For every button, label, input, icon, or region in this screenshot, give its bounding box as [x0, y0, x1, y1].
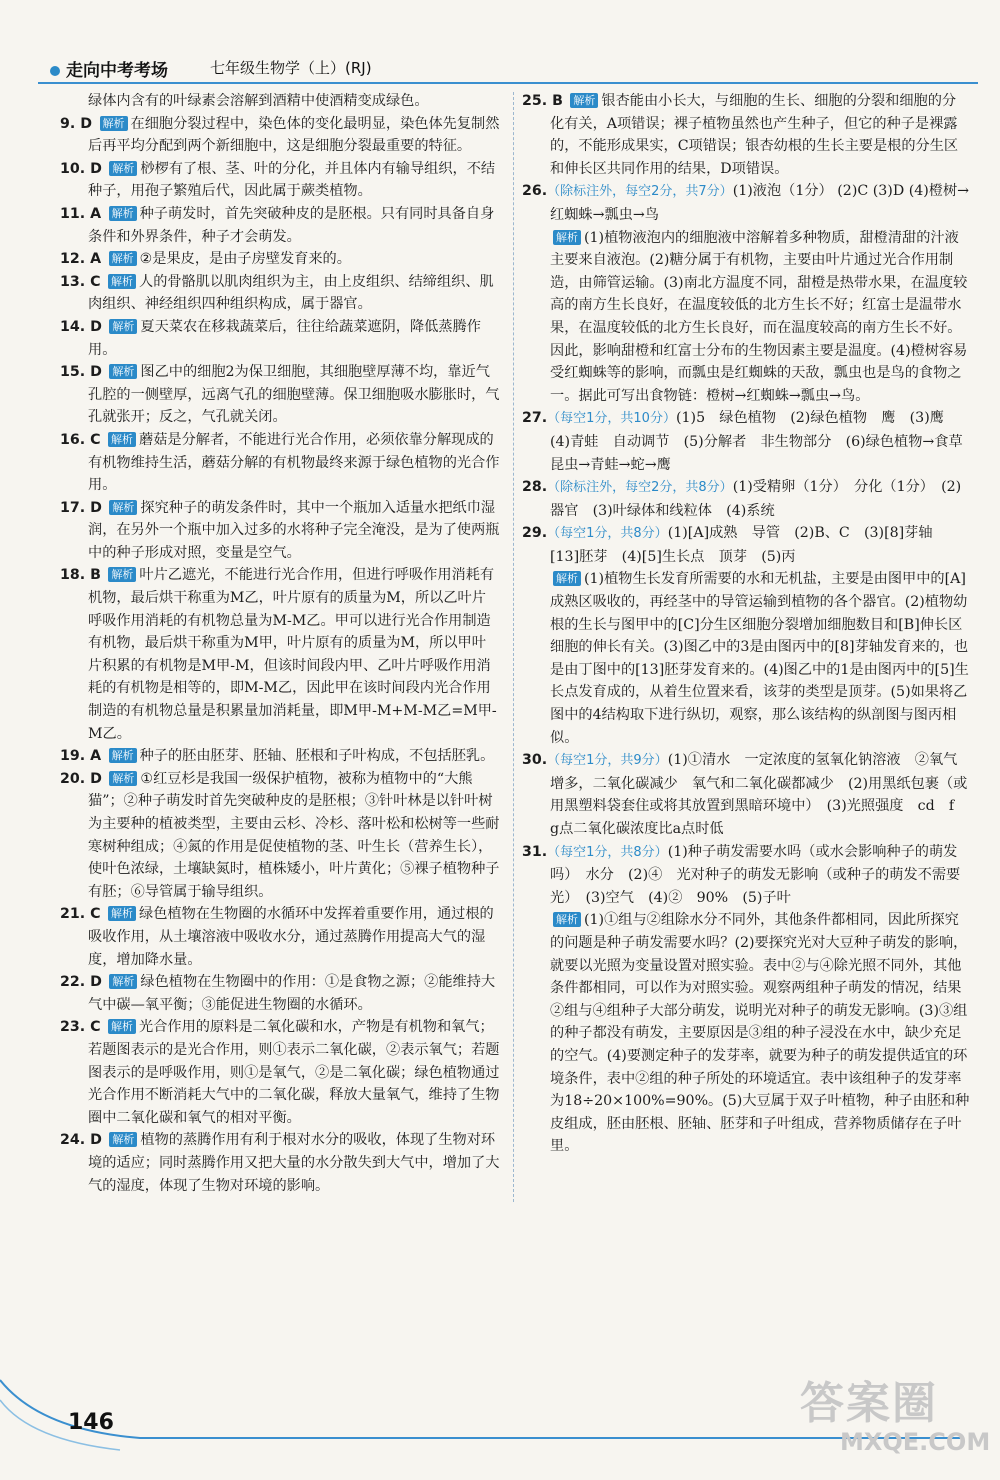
analysis-tag: 解析 [109, 319, 137, 334]
analysis-text: (1)植物生长发育所需要的水和无机盐，主要是由图甲中的[A]成熟区吸收的，再经茎中的导管运输到植物的各个器官。(2)植物幼根的生长与图甲中的[C]分生区细胞分裂增加细胞数目和[B]伸长区细胞的伸长有关。(3)图乙中的3是由图丙中的[8]芽轴发育来的，也是由丁图中的[13]胚芽发育来的。(4)图乙中的1是由图丙中的[5]生长点发育成的，从着生位置来看，该芽的类型是顶芽。(5)如果将乙图中的4结构取下进行纵切，观察，那么该结构的纵剖图与图丙相似。 [550, 571, 969, 746]
analysis-tag: 解析 [108, 432, 136, 447]
answer-item [60, 113, 500, 158]
analysis-text: 人的骨骼肌以肌肉组织为主，由上皮组织、结缔组织、肌肉组织、神经组织四种组织构成，属于器官。 [88, 273, 494, 313]
analysis-text: 桫椤有了根、茎、叶的分化，并且体内有输导组织，不结种子，用孢子繁殖后代，因此属于蕨类植物。 [88, 160, 496, 200]
analysis-text: 蘑菇是分解者，不能进行光合作用，必须依靠分解现成的有机物维持生活，蘑菇分解的有机物最终来源于绿色植物的光合作用。 [88, 431, 500, 494]
analysis-tag: 解析 [109, 500, 137, 515]
item-number: 11. A [60, 205, 102, 222]
item-number: 24. D [60, 1132, 102, 1149]
analysis-text: 夏天菜农在移栽蔬菜后，往往给蔬菜遮阴，降低蒸腾作用。 [88, 318, 481, 358]
item-number: 29. [522, 525, 548, 542]
item-number: 17. D [60, 499, 102, 516]
analysis-tag: 解析 [109, 1132, 137, 1147]
item-number: 15. D [60, 364, 102, 381]
item-number: 10. D [60, 160, 102, 177]
item-number: 19. A [60, 748, 102, 765]
analysis-tag: 解析 [570, 93, 598, 108]
analysis-tag: 解析 [109, 364, 137, 379]
header-rule [38, 82, 978, 84]
answer-item [60, 564, 500, 745]
item-number: 30. [522, 752, 548, 769]
analysis-tag: 解析 [553, 912, 581, 927]
answer-item [60, 158, 500, 203]
item-number: 16. C [60, 431, 101, 448]
answer-item [60, 248, 500, 271]
item-number: 18. B [60, 567, 101, 584]
answer-item [60, 745, 500, 768]
analysis-29 [522, 568, 970, 749]
page-header [38, 52, 978, 88]
analysis-tag: 解析 [100, 116, 128, 131]
left-answer-list [60, 113, 500, 1198]
left-column [60, 90, 500, 1197]
analysis-text: (1)植物液泡内的细胞液中溶解着多种物质，甜橙清甜的汁液主要来自液泡。(2)糖分属于有机物，主要由叶片通过光合作用制造，由筛管运输。(3)南北方温度不同，甜橙是热带水果，在温度较高的南方生长良好，在温度较低的北方生长不好；红富士是温带水果，在温度较低的北方生长良好，而在温度较高的南方生长不好。因此，影响甜橙和红富士分布的生物因素主要是温度。(4)橙树容易受红蜘蛛等的影响，而瓢虫是红蜘蛛的天敌，瓢虫也是鸟的食物之一。据此可写出食物链：橙树→红蜘蛛→瓢虫→鸟。 [550, 229, 968, 404]
analysis-text: 绿色植物在生物圈中的作用：①是食物之源；②能维持大气中碳—氧平衡；③能促进生物圈的水循环。 [88, 974, 496, 1013]
item-number: 21. C [60, 906, 101, 923]
answer-item [60, 497, 500, 565]
score-note: （除标注外，每空2分，共7分） [547, 184, 733, 200]
analysis-text: 银杏能由小长大，与细胞的生长、细胞的分裂和细胞的分化有关，A项错误；裸子植物虽然也产生种子，但它的种子是裸露的，不能形成果实，C项错误；银杏幼根的生长主要是根的分生区和伸长区共同作用的结果，D项错误。 [550, 93, 959, 177]
analysis-text: 探究种子的萌发条件时，其中一个瓶加入适量水把纸巾湿润，在另外一个瓶中加入过多的水将种子完全淹没，是为了使两瓶中的种子形成对照，变量是空气。 [88, 499, 500, 561]
item-number: 26. [522, 183, 548, 200]
column-divider [513, 92, 515, 1202]
answer-item [60, 271, 500, 316]
answer-item-27 [522, 407, 970, 476]
answer-text: (1)液泡（1分） (2)C (3)D (4)橙树→红蜘蛛→瓢虫→鸟 [550, 183, 970, 223]
item-number: 28. [522, 479, 548, 496]
item-number: 31. [522, 843, 548, 860]
book-subject: 七年级生物学（上）(RJ) [210, 59, 372, 77]
analysis-text: ①红豆杉是我国一级保护植物，被称为植物中的“大熊猫”；②种子萌发时首先突破种皮的是胚根；③针叶林是以针叶树为主要种的植被类型，主要由云杉、冷杉、落叶松和松树等一些耐寒树种组成；④氮的作用是促使植物的茎、叶生长（营养生长），使叶色浓绿，土壤缺氮时，植株矮小，叶片黄化；⑤裸子植物种子有胚；⑥导管属于输导组织。 [88, 770, 500, 900]
answer-text: (1)种子萌发需要水吗（或水会影响种子的萌发吗） 水分 (2)④ 光对种子的萌发无影响（或种子的萌发不需要光） (3)空气 (4)② 90% (5)子叶 [550, 843, 961, 906]
item-number: 25. B [522, 93, 563, 109]
analysis-31 [522, 909, 970, 1158]
analysis-tag: 解析 [109, 748, 137, 763]
answer-text: (1)①清水 一定浓度的氢氧化钠溶液 ②氧气增多，二氧化碳减少 氧气和二氧化碳都减少 (2)用黑纸包裹（或用黑塑料袋套住或将其放置到黑暗环境中） (3)光照强度 cd f g点二氧化碳浓度比a点时低 [550, 752, 969, 837]
score-note: （每空1分，共9分） [547, 753, 668, 769]
answer-item [60, 1016, 500, 1129]
analysis-26 [522, 227, 970, 408]
answer-item [60, 903, 500, 971]
answer-item-29 [522, 522, 970, 568]
item-number: 20. D [60, 770, 102, 787]
analysis-tag: 解析 [109, 771, 137, 786]
answer-text: (1)5 绿色植物 (2)绿色植物 鹰 (3)鹰 (4)青蛙 自动调节 (5)分解者 非生物部分 (6)绿色植物→食草昆虫→青蛙→蛇→鹰 [550, 410, 963, 473]
analysis-text: 图乙中的细胞2为保卫细胞，其细胞壁厚薄不均，靠近气孔腔的一侧壁厚，远离气孔的细胞壁薄。保卫细胞吸水膨胀时，气孔就张开；反之，气孔就关闭。 [88, 364, 500, 426]
answer-item [60, 971, 500, 1016]
item-number: 14. D [60, 318, 102, 335]
answer-item [60, 1129, 500, 1197]
answer-item-25 [522, 90, 970, 180]
answer-item-28 [522, 476, 970, 522]
page-number: 146 [68, 1410, 114, 1435]
analysis-tag: 解析 [109, 251, 137, 266]
analysis-text: 叶片乙遮光，不能进行光合作用，但进行呼吸作用消耗有机物，最后烘干称重为M乙，叶片原有的质量为M，所以乙叶片呼吸作用消耗的有机物总量为M-M乙。甲可以进行光合作用制造有机物，最后烘干称重为M甲，叶片原有的质量为M，所以甲叶片积累的有机物是M甲-M，但该时间段内甲、乙叶片呼吸作用消耗的有机物是相等的，即M-M乙，因此甲在该时间段内光合作用制造的有机物总量是积累量加消耗量，即M甲-M+M-M乙=M甲-M乙。 [88, 567, 497, 742]
score-note: （除标注外，每空2分，共8分） [547, 480, 733, 496]
analysis-tag: 解析 [108, 567, 136, 582]
analysis-text: ②是果皮，是由子房壁发育来的。 [139, 251, 351, 268]
answer-item-31 [522, 841, 970, 910]
analysis-tag: 解析 [108, 274, 136, 289]
continued-text: 绿体内含有的叶绿素会溶解到酒精中使酒精变成绿色。 [88, 93, 429, 109]
watermark-text: 答案圈 [800, 1378, 938, 1429]
analysis-text: 光合作用的原料是二氧化碳和水，产物是有机物和氧气；若题图表示的是光合作用，则①表示二氧化碳，②表示氧气；若题图表示的是呼吸作用，则①是氧气，②是二氧化碳；绿色植物通过光合作用不断消耗大气中的二氧化碳，释放大量氧气，维持了生物圈中二氧化碳和氧气的相对平衡。 [88, 1019, 500, 1126]
analysis-text: 绿色植物在生物圈的水循环中发挥着重要作用，通过根的吸收作用，从土壤溶液中吸收水分，通过蒸腾作用提高大气的湿度，增加降水量。 [88, 906, 494, 968]
score-note: （每空1分，共8分） [547, 844, 668, 860]
answer-item [60, 768, 500, 904]
answer-item [60, 316, 500, 361]
watermark-logo [800, 1380, 990, 1456]
score-note: （每空1分，共10分） [547, 411, 676, 427]
book-brand: 走向中考考场 [66, 61, 168, 81]
right-column [522, 90, 970, 1158]
analysis-text: 种子的胚由胚芽、胚轴、胚根和子叶构成，不包括胚乳。 [139, 748, 495, 765]
answer-text: (1)[A]成熟 导管 (2)B、C (3)[8]芽轴 [13]胚芽 (4)[5]生长点 顶芽 (5)丙 [550, 525, 947, 565]
answer-item [60, 203, 500, 248]
analysis-tag: 解析 [108, 1019, 136, 1034]
answer-item [60, 361, 500, 429]
answer-item [60, 429, 500, 497]
analysis-tag: 解析 [109, 161, 137, 176]
item-number: 22. D [60, 974, 102, 991]
answer-item-30 [522, 749, 970, 840]
item-number: 12. A [60, 251, 102, 268]
bullet-dot-icon [50, 66, 60, 76]
analysis-tag: 解析 [553, 571, 581, 586]
item-number: 9. D [60, 115, 92, 132]
score-note: （每空1分，共8分） [547, 526, 668, 542]
item-number: 23. C [60, 1019, 101, 1036]
answer-text: (1)受精卵（1分） 分化（1分） (2)器官 (3)叶绿体和线粒体 (4)系统 [550, 479, 962, 519]
watermark-url: MXQE.COM [840, 1428, 991, 1456]
answer-item-26 [522, 180, 970, 226]
analysis-tag: 解析 [109, 206, 137, 221]
item-number: 27. [522, 410, 548, 427]
analysis-text: 在细胞分裂过程中，染色体的变化最明显，染色体先复制然后再平均分配到两个新细胞中，这是细胞分裂最重要的特征。 [88, 115, 500, 155]
analysis-tag: 解析 [109, 974, 137, 989]
analysis-tag: 解析 [108, 906, 136, 921]
item-number: 13. C [60, 273, 101, 290]
analysis-text: 植物的蒸腾作用有利于根对水分的吸收，体现了生物对环境的适应；同时蒸腾作用又把大量的水分散失到大气中，增加了大气的湿度，体现了生物对环境的影响。 [88, 1132, 500, 1194]
analysis-text: 种子萌发时，首先突破种皮的是胚根。只有同时具备自身条件和外界条件，种子才会萌发。 [88, 205, 495, 245]
analysis-tag: 解析 [553, 230, 581, 245]
analysis-text: (1)①组与②组除水分不同外，其他条件都相同，因此所探究的问题是种子萌发需要水吗？(2)要探究光对大豆种子萌发的影响，就要以光照为变量设置对照实验。表中②与④除光照不同外，其他条件都相同，可以作为对照实验。观察两组种子萌发的情况，结果②组与④组种子大部分萌发，说明光对种子的萌发无影响。(3)③组的种子都没有萌发，主要原因是③组的种子浸没在水中，缺少充足的空气。(4)要测定种子的发芽率，就要为种子的萌发提供适宜的环境条件，表中②组的种子所处的环境适宜。表中该组种子的发芽率为18÷20×100%=90%。(5)大豆属于双子叶植物，种子由胚和种皮组成，胚由胚根、胚轴、胚芽和子叶组成，营养物质储存在子叶里。 [550, 912, 970, 1155]
